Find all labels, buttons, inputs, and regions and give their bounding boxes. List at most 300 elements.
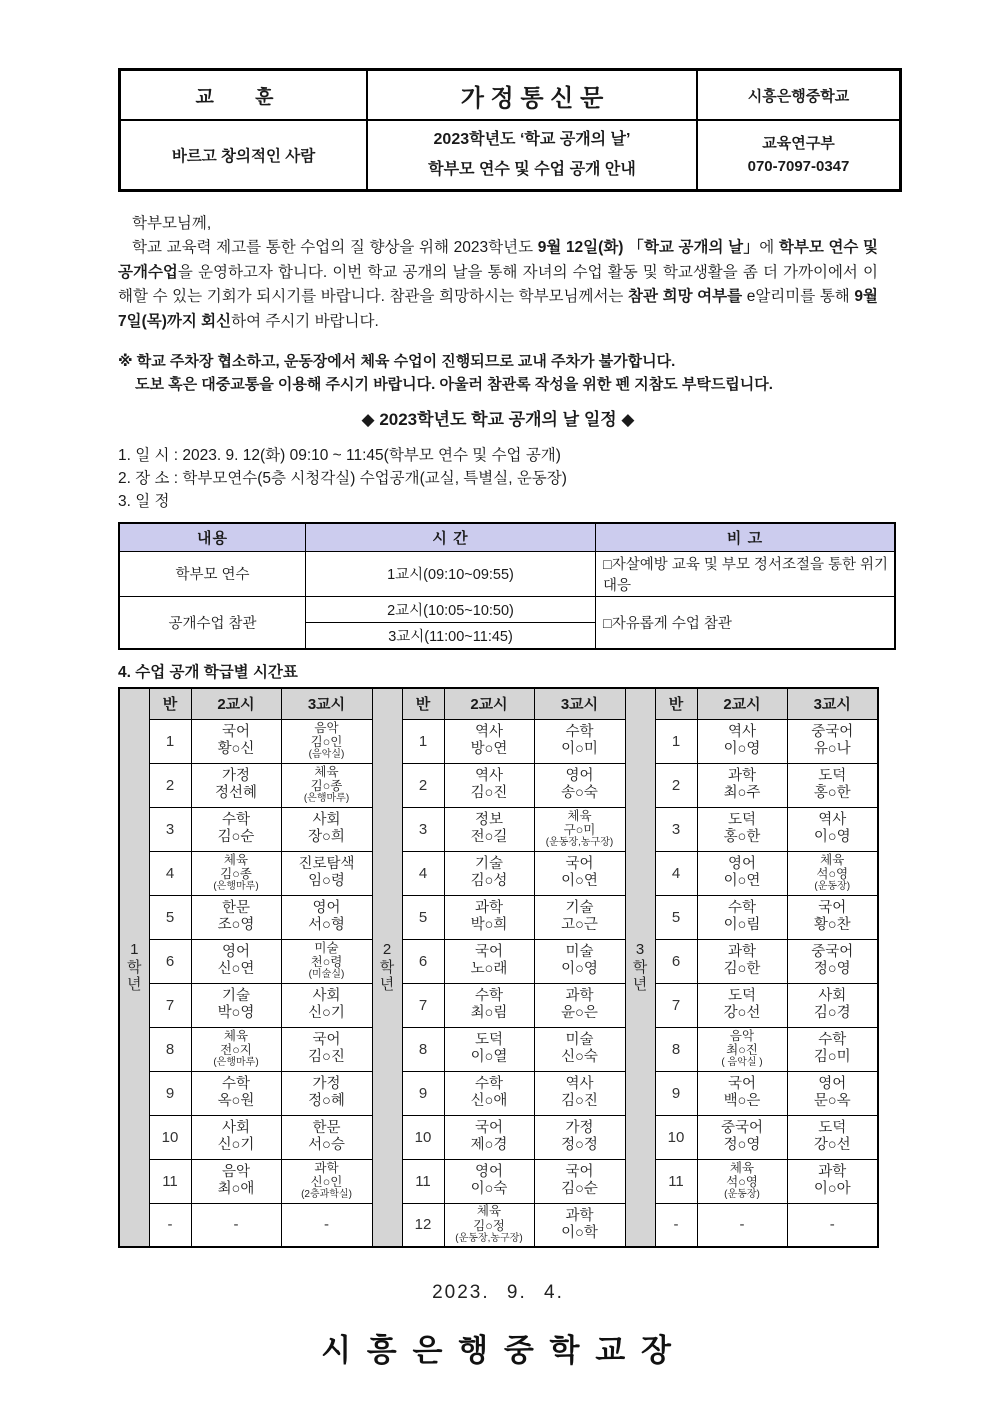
teacher-name: 전○길 xyxy=(470,829,508,845)
period2-cell xyxy=(191,1027,281,1071)
period3-cell xyxy=(787,939,878,983)
emphasis-text: 학부모 연수 및 공개수업 xyxy=(118,239,879,281)
schedule-header-time: 시 간 xyxy=(306,523,596,552)
subject-name: 음악 xyxy=(729,1028,755,1043)
page-content xyxy=(118,68,889,1370)
subject-name: 영어 xyxy=(312,900,341,917)
department-cell xyxy=(697,120,901,191)
schedule-table xyxy=(118,522,896,650)
teacher-name: 송○숙 xyxy=(561,785,598,801)
teacher-name: 임○령 xyxy=(308,873,345,889)
subject-name: 도덕 xyxy=(818,1120,847,1137)
body-text: 을 운영하고자 합니다. 이번 학교 공개의 날을 통해 자녀의 수업 활동 및 학교생활을 좀 더 가까이에서 이해할 수 있는 기회가 되시기를 바랍니다. 참관을 희망하시는 학부모님께서는 xyxy=(118,263,878,305)
timetable-row xyxy=(119,763,878,807)
subject-name: 중국어 xyxy=(811,724,854,741)
emphasis-text: 9월 12일(화) xyxy=(537,239,624,256)
grade-label-cell xyxy=(372,688,402,1248)
subject-name: 한문 xyxy=(221,900,250,917)
period2-cell xyxy=(191,1115,281,1159)
subject-name: 수학 xyxy=(474,1076,503,1093)
motto-cell xyxy=(120,120,368,191)
teacher-name: 이○연 xyxy=(561,873,598,889)
teacher-name: 조○영 xyxy=(217,917,255,933)
period2-cell xyxy=(444,719,534,763)
class-number-cell: 6 xyxy=(402,939,444,983)
teacher-name: 이○영 xyxy=(813,829,851,845)
teacher-name: 홍○한 xyxy=(723,829,761,845)
period3-cell xyxy=(787,895,878,939)
period3-cell xyxy=(281,895,372,939)
subject-name: 수학 xyxy=(474,988,503,1005)
period3-cell xyxy=(534,895,625,939)
subject-name: 한문 xyxy=(312,1120,341,1137)
timetable-header-row xyxy=(119,688,878,720)
teacher-name: 김○순 xyxy=(561,1181,598,1197)
teacher-name: 이○학 xyxy=(561,1224,598,1241)
body-text: 하여 주시기 바랍니다. xyxy=(231,312,379,330)
subject-line-1: 2023학년도 ‘학교 공개의 날’ xyxy=(433,131,631,149)
grade-label-text xyxy=(120,941,149,993)
teacher-name: 김○정 xyxy=(473,1218,505,1233)
grade-label-char: 학 xyxy=(379,958,395,976)
period3-cell xyxy=(787,983,878,1027)
teacher-name: 노○래 xyxy=(470,961,508,977)
schedule-row xyxy=(119,596,895,622)
teacher-name: 이○영 xyxy=(561,961,598,977)
department-name: 교육연구부 xyxy=(762,134,835,152)
room-name: (은행마루) xyxy=(213,1057,259,1069)
schedule-row xyxy=(119,551,895,596)
class-number-cell: 5 xyxy=(655,895,697,939)
masthead-table xyxy=(118,68,902,192)
class-number-cell: 9 xyxy=(655,1071,697,1115)
subject-name: 과학 xyxy=(727,944,756,961)
class-number-cell: 1 xyxy=(655,719,697,763)
teacher-name: 박○희 xyxy=(470,917,508,933)
teacher-name: 옥○원 xyxy=(217,1093,255,1109)
teacher-name: 강○선 xyxy=(813,1137,851,1153)
teacher-name: 신○인 xyxy=(310,1175,343,1189)
subject-name: 과학 xyxy=(565,988,594,1005)
subject-name: 수학 xyxy=(727,900,756,917)
timetable-col-header-p2: 2교시 xyxy=(697,688,787,720)
teacher-name: 김○종 xyxy=(220,867,252,881)
period3-cell xyxy=(281,763,372,807)
timetable-row xyxy=(119,1027,878,1071)
class-number-cell: 3 xyxy=(655,807,697,851)
period2-cell xyxy=(697,1027,787,1071)
period3-cell xyxy=(787,1027,878,1071)
teacher-name: 황○신 xyxy=(217,741,255,757)
teacher-name: 박○영 xyxy=(217,1005,255,1021)
subject-name: 역사 xyxy=(474,768,503,785)
teacher-name: 김○진 xyxy=(308,1049,345,1065)
principal-signature: 시 흥 은 행 중 학 교 장 xyxy=(321,1333,675,1368)
period2-cell xyxy=(444,1159,534,1203)
teacher-name: 백○은 xyxy=(723,1093,761,1109)
grade-label-char: 년 xyxy=(632,975,648,993)
subject-name: 과학 xyxy=(727,768,756,785)
period2-cell xyxy=(444,763,534,807)
teacher-name: 구○미 xyxy=(563,823,596,837)
period3-cell xyxy=(534,807,625,851)
subject-name: 진로탐색 xyxy=(298,856,355,873)
teacher-name: 이○영 xyxy=(723,741,761,757)
subject-name: 국어 xyxy=(818,900,847,917)
teacher-name: 전○지 xyxy=(220,1043,252,1057)
school-name: 시흥은행중학교 xyxy=(747,87,850,105)
room-name: (2층과학실) xyxy=(301,1189,352,1201)
subject-name: 가정 xyxy=(565,1120,594,1137)
period2-cell xyxy=(191,851,281,895)
teacher-name: 이○아 xyxy=(813,1181,851,1197)
teacher-name: 문○옥 xyxy=(813,1093,851,1109)
subject-name: 음악 xyxy=(314,720,339,735)
timetable-col-header-ban: 반 xyxy=(655,688,697,720)
class-number-cell: 9 xyxy=(402,1071,444,1115)
period3-cell xyxy=(281,719,372,763)
teacher-name: 장○희 xyxy=(308,829,345,845)
class-number-cell: 11 xyxy=(149,1159,191,1203)
subject-name: 기술 xyxy=(565,900,594,917)
subject-name: 체육 xyxy=(729,1160,755,1175)
room-name: (은행마루) xyxy=(213,881,259,893)
period3-cell xyxy=(787,1159,878,1203)
school-name-cell xyxy=(697,70,901,121)
subject-name: 도덕 xyxy=(727,988,756,1005)
grade-label-char: 년 xyxy=(127,975,142,993)
teacher-name: 김○인 xyxy=(310,735,343,749)
class-number-cell: 6 xyxy=(655,939,697,983)
teacher-name: 신○애 xyxy=(470,1093,508,1109)
period2-cell xyxy=(444,1071,534,1115)
emphasis-text: 참관 희망 여부를 xyxy=(628,288,743,305)
room-name: (운동장) xyxy=(814,881,851,893)
subject-name: 체육 xyxy=(820,852,845,867)
room-name: ( 음악실 ) xyxy=(721,1057,763,1069)
room-name: (운동장,농구장) xyxy=(455,1233,523,1245)
class-number-cell: 1 xyxy=(149,719,191,763)
grade-label-char: 1 xyxy=(130,941,139,959)
grade-label-char: 학 xyxy=(632,958,648,976)
subject-name: 과학 xyxy=(565,1207,594,1224)
motto-text: 바르고 창의적인 사람 xyxy=(171,148,316,165)
teacher-name: 정○영 xyxy=(723,1137,761,1153)
teacher-name: 서○형 xyxy=(308,917,345,933)
teacher-name: 고○근 xyxy=(561,917,598,933)
timetable-col-header-p3: 3교시 xyxy=(787,688,878,720)
subject-name: 국어 xyxy=(312,1032,341,1049)
period3-cell xyxy=(534,983,625,1027)
timetable-row xyxy=(119,1203,878,1247)
period2-cell xyxy=(697,1115,787,1159)
period3-cell: - xyxy=(787,1203,878,1247)
body-text: 에 xyxy=(759,239,779,256)
subject-name: 사회 xyxy=(312,812,341,829)
subject-name: 미술 xyxy=(565,944,594,961)
issue-date: 2023. 9. 4. xyxy=(432,1282,564,1303)
period2-cell xyxy=(191,1159,281,1203)
class-number-cell: 7 xyxy=(149,983,191,1027)
teacher-name: 김○미 xyxy=(813,1049,851,1065)
teacher-name: 천○령 xyxy=(310,955,343,969)
subject-name: 도덕 xyxy=(727,812,756,829)
doc-type-cell xyxy=(367,70,697,121)
subject-name: 기술 xyxy=(221,988,250,1005)
subject-line-2: 학부모 연수 및 수업 공개 안내 xyxy=(428,161,636,178)
period3-cell xyxy=(534,1203,625,1247)
period2-cell xyxy=(444,807,534,851)
period2-cell xyxy=(697,1071,787,1115)
schedule-note-cell: □자유롭게 수업 참관 xyxy=(596,596,896,649)
period3-cell xyxy=(281,1159,372,1203)
subject-name: 수학 xyxy=(221,1076,250,1093)
period2-cell xyxy=(444,851,534,895)
subject-name: 체육 xyxy=(567,808,592,823)
class-number-cell: 12 xyxy=(402,1203,444,1247)
subject-name: 국어 xyxy=(474,944,503,961)
teacher-name: 김○진 xyxy=(561,1093,598,1109)
teacher-name: 김○한 xyxy=(723,961,761,977)
teacher-name: 황○찬 xyxy=(813,917,851,933)
period3-cell: - xyxy=(281,1203,372,1247)
subject-name: 가정 xyxy=(312,1076,341,1093)
teacher-name: 김○진 xyxy=(470,785,508,801)
notice-block xyxy=(118,350,878,396)
period3-cell xyxy=(787,807,878,851)
body-text: 학교 교육력 제고를 통한 수업의 질 향상을 위해 2023학년도 xyxy=(132,239,538,256)
period2-cell xyxy=(697,763,787,807)
period2-cell xyxy=(697,939,787,983)
period3-cell xyxy=(281,1027,372,1071)
period3-cell xyxy=(534,939,625,983)
period3-cell xyxy=(281,851,372,895)
class-number-cell: 10 xyxy=(402,1115,444,1159)
period2-cell xyxy=(191,807,281,851)
period2-cell xyxy=(191,895,281,939)
teacher-name: 최○애 xyxy=(217,1181,255,1197)
class-number-cell: 8 xyxy=(402,1027,444,1071)
section-heading: ◆ 2023학년도 학교 공개의 날 일정 ◆ xyxy=(361,409,635,429)
motto-label-cell xyxy=(120,70,368,121)
subject-name: 영어 xyxy=(221,944,250,961)
subject-name: 영어 xyxy=(474,1164,503,1181)
teacher-name: 석○영 xyxy=(726,1175,758,1189)
subject-name: 중국어 xyxy=(811,944,854,961)
period2-cell xyxy=(697,719,787,763)
class-number-cell: 3 xyxy=(402,807,444,851)
period2-cell xyxy=(191,939,281,983)
period3-cell xyxy=(534,763,625,807)
timetable-col-header-p2: 2교시 xyxy=(444,688,534,720)
room-name: (미술실) xyxy=(308,969,345,981)
class-number-cell: 11 xyxy=(655,1159,697,1203)
teacher-name: 신○연 xyxy=(217,961,255,977)
period2-cell xyxy=(697,895,787,939)
teacher-name: 김○경 xyxy=(813,1005,851,1021)
subject-name: 과학 xyxy=(474,900,503,917)
grade-label-char: 3 xyxy=(635,941,645,959)
teacher-name: 최○주 xyxy=(723,785,761,801)
period3-cell xyxy=(787,1115,878,1159)
timetable-title: 4. 수업 공개 학급별 시간표 xyxy=(118,663,298,681)
class-number-cell: 8 xyxy=(655,1027,697,1071)
subject-name: 역사 xyxy=(565,1076,594,1093)
subject-name: 수학 xyxy=(221,812,250,829)
emphasis-text: 9월 7일(목)까지 회신 xyxy=(118,288,878,330)
subject-name: 사회 xyxy=(818,988,847,1005)
class-number-cell: 3 xyxy=(149,807,191,851)
subject-name: 음악 xyxy=(221,1164,250,1181)
timetable-row xyxy=(119,1159,878,1203)
subject-name: 과학 xyxy=(818,1164,847,1181)
period2-cell: - xyxy=(191,1203,281,1247)
notice-line-2: 도보 혹은 대중교통을 이용해 주시기 바랍니다. 아울러 참관록 작성을 위한 펜 지참도 부탁드립니다. xyxy=(135,375,773,393)
period3-cell xyxy=(787,763,878,807)
class-number-cell: 7 xyxy=(655,983,697,1027)
class-number-cell: 11 xyxy=(402,1159,444,1203)
detail-item-place: 2. 장 소 : 학부모연수(5층 시청각실) 수업공개(교실, 특별실, 운동장) xyxy=(118,469,567,487)
subject-name: 국어 xyxy=(565,1164,594,1181)
subject-name: 사회 xyxy=(312,988,341,1005)
class-number-cell: 2 xyxy=(402,763,444,807)
subject-name: 중국어 xyxy=(720,1120,764,1137)
subject-name: 영어 xyxy=(565,768,594,785)
timetable-row xyxy=(119,1115,878,1159)
schedule-time-cell: 1교시(09:10~09:55) xyxy=(306,551,596,596)
schedule-content-cell: 학부모 연수 xyxy=(119,551,306,596)
class-number-cell: 6 xyxy=(149,939,191,983)
subject-name: 체육 xyxy=(314,764,339,779)
schedule-content-cell: 공개수업 참관 xyxy=(119,596,306,649)
timetable-col-header-p3: 3교시 xyxy=(534,688,625,720)
teacher-name: 김○종 xyxy=(310,779,343,793)
subject-name: 영어 xyxy=(818,1076,847,1093)
room-name: (운동장,농구장) xyxy=(545,837,614,849)
period2-cell: - xyxy=(697,1203,787,1247)
period3-cell xyxy=(534,1027,625,1071)
teacher-name: 홍○한 xyxy=(813,785,851,801)
subject-name: 정보 xyxy=(474,812,503,829)
schedule-header-row xyxy=(119,523,895,552)
grade-label-text xyxy=(373,941,402,993)
timetable-row xyxy=(119,1071,878,1115)
teacher-name: 이○연 xyxy=(723,873,761,889)
class-number-cell: 1 xyxy=(402,719,444,763)
period3-cell xyxy=(281,807,372,851)
subject-name: 국어 xyxy=(565,856,594,873)
timetable-row xyxy=(119,983,878,1027)
period3-cell xyxy=(787,851,878,895)
subject-name: 역사 xyxy=(818,812,847,829)
teacher-name: 김○순 xyxy=(217,829,255,845)
subject-name: 수학 xyxy=(818,1032,847,1049)
subject-name: 체육 xyxy=(223,852,249,867)
subject-name: 국어 xyxy=(221,724,250,741)
class-number-cell: 9 xyxy=(149,1071,191,1115)
period2-cell xyxy=(444,939,534,983)
subject-name: 체육 xyxy=(476,1204,502,1219)
detail-item-schedule: 3. 일 정 xyxy=(118,492,170,510)
class-number-cell: 4 xyxy=(655,851,697,895)
subject-name: 수학 xyxy=(565,724,594,741)
period3-cell xyxy=(534,851,625,895)
period2-cell xyxy=(697,807,787,851)
teacher-name: 정○혜 xyxy=(308,1093,345,1109)
subject-cell xyxy=(367,120,697,191)
timetable-row xyxy=(119,807,878,851)
teacher-name: 신○기 xyxy=(217,1137,255,1153)
motto-label: 교 훈 xyxy=(195,86,292,108)
period2-cell xyxy=(697,851,787,895)
room-name: (은행마루) xyxy=(303,793,350,805)
grade-label-cell xyxy=(119,688,149,1248)
timetable-col-header-p2: 2교시 xyxy=(191,688,281,720)
class-number-cell: 5 xyxy=(402,895,444,939)
period3-cell xyxy=(787,719,878,763)
department-phone: 070-7097-0347 xyxy=(747,158,850,175)
period3-cell xyxy=(281,939,372,983)
teacher-name: 최○림 xyxy=(470,1005,508,1021)
class-number-cell: 10 xyxy=(149,1115,191,1159)
teacher-name: 최○진 xyxy=(726,1043,758,1057)
class-number-cell: 4 xyxy=(149,851,191,895)
intro-paragraph xyxy=(118,236,878,334)
teacher-name: 석○영 xyxy=(816,867,849,881)
period2-cell xyxy=(444,895,534,939)
teacher-name: 신○기 xyxy=(308,1005,345,1021)
period3-cell xyxy=(534,719,625,763)
period3-cell xyxy=(281,1071,372,1115)
class-number-cell: 7 xyxy=(402,983,444,1027)
subject-name: 국어 xyxy=(474,1120,503,1137)
timetable-col-header-ban: 반 xyxy=(402,688,444,720)
class-number-cell: - xyxy=(655,1203,697,1247)
subject-name: 도덕 xyxy=(474,1032,503,1049)
subject-name: 과학 xyxy=(314,1160,339,1175)
period2-cell xyxy=(444,983,534,1027)
timetable-row xyxy=(119,895,878,939)
subject-name: 체육 xyxy=(223,1028,249,1043)
notice-line-1: ※ 학교 주차장 협소하고, 운동장에서 체육 수업이 진행되므로 교내 주차가 불가합니다. xyxy=(118,352,676,370)
timetable-col-header-ban: 반 xyxy=(149,688,191,720)
teacher-name: 윤○은 xyxy=(561,1005,598,1021)
subject-name: 역사 xyxy=(474,724,503,741)
class-number-cell: 2 xyxy=(655,763,697,807)
room-name: (운동장) xyxy=(724,1189,760,1201)
room-name: (음악실) xyxy=(308,749,345,761)
period2-cell xyxy=(191,763,281,807)
grade-label-cell xyxy=(625,688,655,1248)
subject-name: 가정 xyxy=(221,768,250,785)
teacher-name: 정○정 xyxy=(561,1137,598,1153)
class-number-cell: 10 xyxy=(655,1115,697,1159)
schedule-note-cell: □자살예방 교육 및 부모 정서조절을 통한 위기대응 xyxy=(596,551,896,596)
period2-cell xyxy=(191,719,281,763)
period3-cell xyxy=(534,1159,625,1203)
schedule-header-note: 비 고 xyxy=(596,523,896,552)
period2-cell xyxy=(444,1027,534,1071)
subject-name: 미술 xyxy=(314,940,339,955)
grade-label-char: 년 xyxy=(379,975,395,993)
teacher-name: 정선혜 xyxy=(214,785,258,801)
period3-cell xyxy=(534,1115,625,1159)
class-number-cell: 2 xyxy=(149,763,191,807)
subject-name: 미술 xyxy=(565,1032,594,1049)
grade-label-char: 2 xyxy=(382,941,392,959)
emphasis-text: 「학교 공개의 날」 xyxy=(628,239,760,256)
teacher-name: 서○승 xyxy=(308,1137,345,1153)
